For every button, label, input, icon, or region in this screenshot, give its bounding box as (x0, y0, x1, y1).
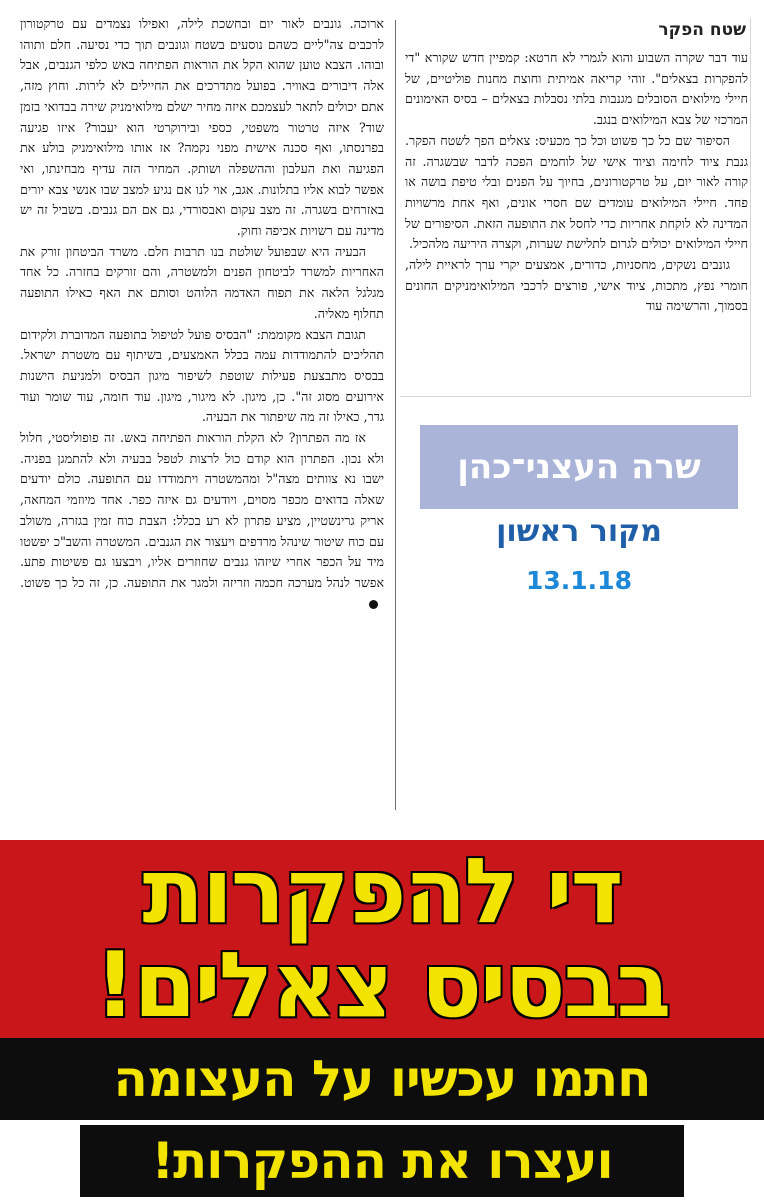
banner-headline-block (0, 840, 764, 1038)
author-name: שרה העצני־כהן (457, 447, 701, 487)
paragraph: גונבים נשקים, מחסניות, כדורים, אמצעים יקרי ערך לראיית לילה, חומרי נפץ, מתכות, ציוד אישי, פורצים לרכבי המילואימניקים החונים בסמוך, והרשימה עוד (405, 257, 748, 314)
paragraph: ארוכה. גונבים לאור יום ובחשכת לילה, ואפילו נצמדים עם טרקטורון לרכבים צה"ליים כשהם נוסעים בשטח וגונבים תוך כדי נסיעה. חלם ותוהו ובוהו. הצבא טוען שהוא הקל את הוראות הפתיחה באש כלפי הגנבים, אבל אלה דיבורים באוויר. בפועל מתדרכים את החיילים לא לירות. וחוץ מזה, אתם יכולים לתאר לעצמכם איזה מחיר ישלם מילואימניק שירה בבדואי בזמן שוד? איזה טרטור משפטי, כספי ובירוקרטי הוא יעבור? איזו פגיעה בפרנסתו, ואף סכנה אישית מפני נקמה? אז אותו מילואימניק בולע את הפגיעה ואת העלבון וההשפלה ושותק. המחיר הזה עדיף מבחינתו, ואי אפשר לבוא אליו בתלונות. אגב, אוי לנו אם נגיע למצב שבו אנשי צבא יורים באזרחים בשגרה. זה מצב עקום ואבסורדי, גם אם הם גנבים. בשביל זה יש מדינה עם רשויות אכיפה וחוק. (20, 16, 384, 239)
paragraph: תגובת הצבא מקוממת: "הבסיס פועל לטיפול בתופעה המדוברת ולקידום תהליכים להתמודדות עמה בכלל האמצעים, בשיתוף עם משטרת ישראל. בבסיס מתבצעת פעילות שוטפת לשיפור מיגון הבסיס ולמניעת הישנות אירועים מסוג זה". כן, מיגון. לא מיגור, מיגון. עוד חומה, עוד שומר ועוד גדר, כאילו זה מה שיפתור את הבעיה. (20, 326, 384, 425)
left-column (20, 14, 384, 614)
publication-source: מקור ראשון (496, 514, 662, 549)
banner-stop-text: ועצרו את ההפקרות! (151, 1132, 613, 1190)
publication-date: 13.1.18 (526, 566, 632, 595)
paragraph: עוד דבר שקרה השבוע והוא לגמרי לא חרטא: קמפיין חדש שקורא "די להפקרות בצאלים". זוהי קריאה אמיתית וחוצת מחנות פוליטיים, של חיילי מילואים הסובלים מגנבות בלתי נסבלות בצאלים – בסיס האימונים המרכזי של צבא המילואים בנגב. (405, 50, 748, 128)
banner-call-to-action-2 (80, 1125, 684, 1197)
banner-headline-line-2: בבסיס צאלים! (94, 933, 670, 1038)
paragraph: הסיפור שם כל כך פשוט וכל כך מכעיס: צאלים הפך לשטח הפקר. גנבת ציוד לחימה וציוד אישי של לוחמים הפכה לדבר שבשגרה. זה קורה לאור יום, על טרקטורונים, בחיוך על הפנים ובלי טיפת בושה או פחד. חיילי המילואים עומדים שם חסרי אונים, ואף אחת מרשויות המדינה לא לוקחת אחריות כדי לחסל את התופעה הזאת. הסיפורים של חיילי המילואים יכולים לגרום לתלישת שערות, וקצרה היריעה מלהכיל. (405, 132, 748, 252)
section-title: שטח הפקר (658, 20, 746, 40)
column-divider (395, 20, 396, 810)
paragraph (20, 428, 384, 614)
paragraph-text: אז מה הפתרון? לא הקלת הוראות הפתיחה באש. זה פופוליסטי, חלול ולא נכון. הפתרון הוא קודם כול לרצות לטפל בבעיה ולא להתמגן בפניה. ישבו נא צוותים מצה"ל ומהמשטרה ויתמודדו עם התופעה. כולם יודעים שאלה בדואים מכפר מסוים, ויודעים גם איזה כפר. אחד מיוזמי המחאה, אריק גרינשטיין, מציע פתרון לא רע בכלל: הצבת כוח זמין בגזרה, משולב עם כוח שיטור שינהל מרדפים ויעצור את הגנבים. המשטרה והשב"כ יפשטו מיד על הכפר אחרי שיזהו גנבים שחוזרים אליו, ויבצעו גם פשיטות פתע. אפשר לנהל מערכה חכמה וזריזה ולמגר את התופעה. כן, זה כל כך פשוט. (20, 430, 384, 590)
author-box (420, 425, 738, 509)
banner-call-to-action-1 (0, 1038, 764, 1120)
campaign-banner (0, 840, 764, 1200)
banner-headline-line-1: די להפקרות (142, 839, 622, 944)
end-of-article-bullet-icon (369, 600, 378, 609)
banner-sign-petition-text: חתמו עכשיו על העצומה (113, 1050, 651, 1108)
right-column (405, 48, 748, 317)
paragraph: הבעיה היא שבפועל שולטת בנו תרבות חלם. משרד הביטחון זורק את האחריות למשרד לביטחון הפנים ולמשטרה, והם זורקים בחזרה. כל אחד מגלגל הלאה את תפוח האדמה הלוהט וסותם את האף כאילו התופעה תחלוף מאליה. (20, 243, 384, 321)
